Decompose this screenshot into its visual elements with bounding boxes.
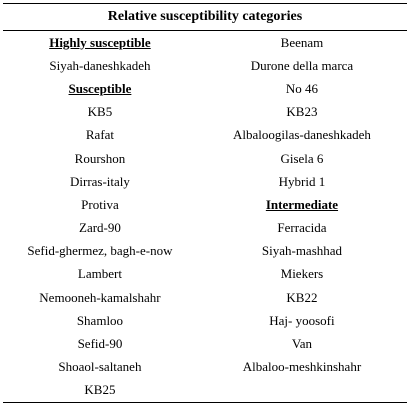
cultivar-cell — [3, 217, 197, 240]
cultivar-cell — [197, 101, 407, 124]
category-header-cell — [197, 193, 407, 216]
table-row — [3, 101, 407, 124]
cultivar-name: Haj- yoosofi — [269, 312, 335, 328]
cultivar-cell — [3, 286, 197, 309]
table-row — [3, 124, 407, 147]
cultivar-cell — [197, 356, 407, 379]
table-row — [3, 31, 407, 55]
table-title: Relative susceptibility categories — [3, 4, 407, 31]
cultivar-name: Albaloo-meshkinshahr — [242, 359, 362, 375]
cultivar-cell — [197, 54, 407, 77]
cultivar-cell — [3, 263, 197, 286]
cultivar-cell — [197, 77, 407, 100]
table-row — [3, 147, 407, 170]
category-header-label: Highly susceptible — [49, 34, 151, 50]
cultivar-cell — [3, 309, 197, 332]
cultivar-cell — [3, 170, 197, 193]
table-body — [3, 31, 407, 403]
susceptibility-table — [3, 3, 407, 403]
cultivar-name: KB23 — [286, 104, 318, 120]
cultivar-name: Siyah-mashhad — [261, 243, 343, 259]
cultivar-name: Miekers — [280, 266, 324, 282]
table-header-row — [3, 4, 407, 31]
cultivar-cell — [197, 332, 407, 355]
cultivar-cell — [197, 379, 407, 403]
table-row — [3, 193, 407, 216]
cultivar-name: Siyah-daneshkadeh — [49, 57, 151, 73]
cultivar-cell — [197, 286, 407, 309]
cultivar-cell — [3, 240, 197, 263]
cultivar-cell — [3, 124, 197, 147]
cultivar-name: Zard-90 — [79, 220, 121, 236]
cultivar-cell — [3, 54, 197, 77]
cultivar-cell — [197, 31, 407, 55]
category-header-cell — [3, 77, 197, 100]
cultivar-name: Shamloo — [76, 312, 124, 328]
table-row — [3, 54, 407, 77]
cultivar-cell — [197, 147, 407, 170]
cultivar-name: Sefid-ghermez, bagh-e-now — [27, 243, 173, 259]
cultivar-name: Beenam — [280, 34, 324, 50]
cultivar-cell — [3, 356, 197, 379]
table-row — [3, 286, 407, 309]
cultivar-name: Lambert — [77, 266, 122, 282]
table-row — [3, 240, 407, 263]
cultivar-name: Nemooneh-kamalshahr — [39, 289, 161, 305]
cultivar-cell — [197, 240, 407, 263]
cultivar-cell — [197, 217, 407, 240]
susceptibility-table-container — [3, 3, 407, 403]
cultivar-name: Shoaol-saltaneh — [58, 359, 142, 375]
cultivar-cell — [3, 193, 197, 216]
cultivar-cell — [197, 309, 407, 332]
cultivar-cell — [3, 147, 197, 170]
cultivar-name: KB22 — [286, 289, 318, 305]
cultivar-name: Hybrid 1 — [278, 173, 326, 189]
cultivar-name: KB5 — [87, 104, 113, 120]
cultivar-name: Ferracida — [277, 220, 327, 236]
table-row — [3, 170, 407, 193]
table-row — [3, 332, 407, 355]
table-row — [3, 356, 407, 379]
cultivar-cell — [197, 124, 407, 147]
cultivar-name: Albaloogilas-daneshkadeh — [233, 127, 371, 143]
cultivar-name: Gisela 6 — [280, 150, 324, 166]
cultivar-cell — [3, 332, 197, 355]
table-row — [3, 309, 407, 332]
cultivar-name: Durone della marca — [250, 57, 354, 73]
category-header-label: Susceptible — [68, 80, 132, 96]
table-row — [3, 379, 407, 403]
table-row — [3, 263, 407, 286]
cultivar-name: No 46 — [285, 80, 319, 96]
table-row — [3, 77, 407, 100]
cultivar-name: KB25 — [84, 382, 116, 398]
cultivar-name: Protiva — [81, 196, 119, 212]
cultivar-name: Rafat — [85, 127, 115, 143]
cultivar-cell — [197, 170, 407, 193]
category-header-label: Intermediate — [265, 196, 339, 212]
cultivar-cell — [3, 101, 197, 124]
cultivar-cell — [3, 379, 197, 403]
cultivar-name: Sefid-90 — [77, 336, 123, 352]
table-row — [3, 217, 407, 240]
cultivar-name: Dirras-italy — [69, 173, 130, 189]
cultivar-name: Van — [291, 336, 313, 352]
cultivar-cell — [197, 263, 407, 286]
cultivar-name: Rourshon — [74, 150, 126, 166]
category-header-cell — [3, 31, 197, 55]
